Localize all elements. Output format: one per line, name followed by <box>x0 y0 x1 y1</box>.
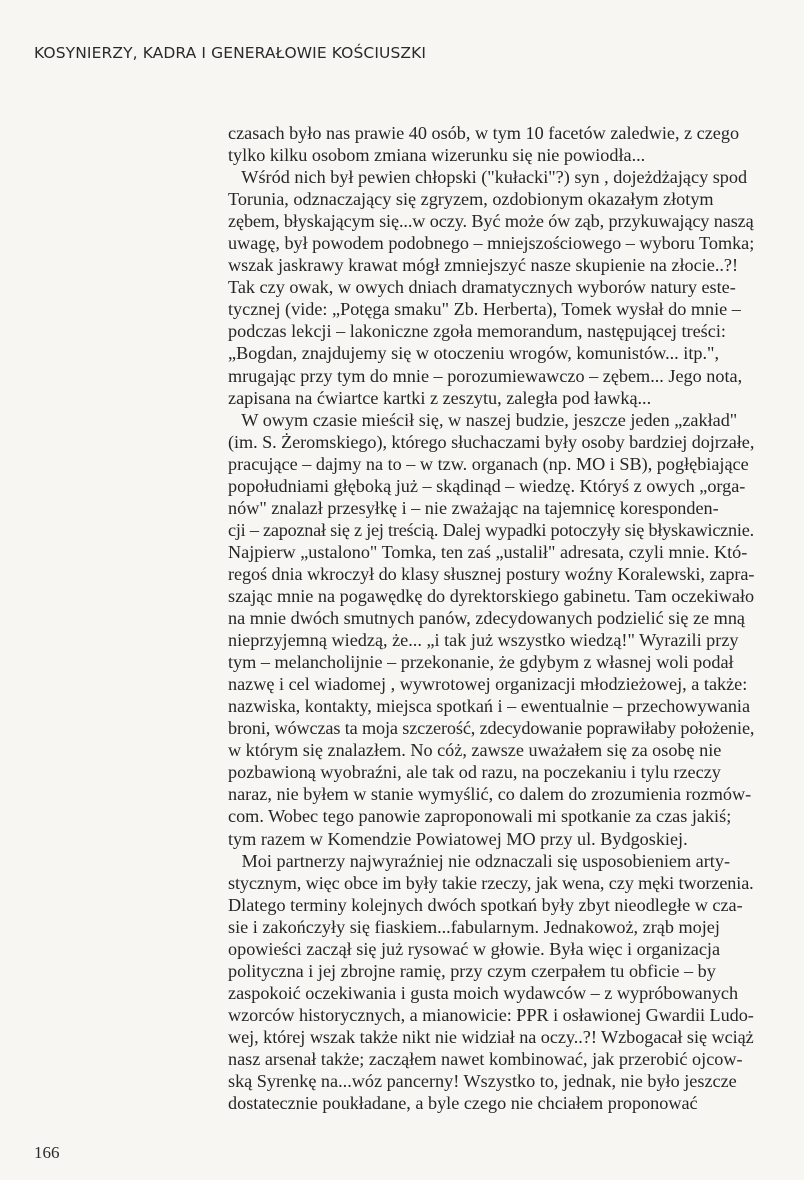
text-line: tycznej (vide: „Potęga smaku" Zb. Herberta), Tomek wysłał do mnie – <box>228 299 741 320</box>
text-line: com. Wobec tego panowie zaproponowali mi spotkanie za czas jakiś; <box>228 806 732 827</box>
text-line: nasz arsenał także; zacząłem nawet kombinować, jak przerobić ojcow- <box>228 1048 743 1069</box>
text-line: tylko kilku osobom zmiana wizerunku się nie powiodła... <box>228 145 646 166</box>
text-line: Moi partnerzy najwyraźniej nie odznaczali się usposobieniem arty- <box>228 850 730 871</box>
text-line: naraz, nie byłem w stanie wymyślić, co dalem do zrozumienia rozmów- <box>228 784 752 805</box>
text-line: polityczna i jej zbrojne ramię, przy czym czerpałem tu obficie – by <box>228 960 716 981</box>
body-text <box>228 122 754 1114</box>
text-line: nazwę i cel wiadomej , wywrotowej organizacji młodzieżowej, a także: <box>228 674 748 695</box>
text-line: W owym czasie mieścił się, w naszej budzie, jeszcze jeden „zakład" <box>228 409 738 430</box>
text-line: szając mnie na pogawędkę do dyrektorskiego gabinetu. Tam oczekiwało <box>228 585 755 606</box>
text-line: nazwiska, kontakty, miejsca spotkań i – ewentualnie – przechowywania <box>228 696 751 717</box>
text-line: zapisana na ćwiartce kartki z zeszytu, zaległa pod ławką... <box>228 387 652 408</box>
text-line: ską Syrenkę na...wóz pancerny! Wszystko to, jednak, nie było jeszcze <box>228 1071 737 1092</box>
text-line: podczas lekcji – lakoniczne zgoła memorandum, następującej treści: <box>228 321 726 342</box>
text-line: wszak jaskrawy krawat mógł zmniejszyć nasze skupienie na złocie..?! <box>228 255 739 276</box>
page-number: 166 <box>34 1143 60 1162</box>
text-line: opowieści zaczął się już rysować w głowie. Była więc i organizacja <box>228 938 721 959</box>
text-line: regoś dnia wkroczył do klasy słusznej postury woźny Koralewski, zapra- <box>228 563 755 584</box>
text-line: mrugając przy tym do mnie – porozumiewawczo – zębem... Jego nota, <box>228 365 743 386</box>
text-line: pracujące – dajmy na to – w tzw. organach (np. MO i SB), pogłębiające <box>228 453 749 474</box>
text-line: wzorców historycznych, a mianowicie: PPR i osławionej Gwardii Ludo- <box>228 1004 754 1025</box>
text-line: Wśród nich był pewien chłopski ("kułacki"?) syn , dojeżdżający spod <box>228 167 748 188</box>
text-line: dostatecznie poukładane, a byle czego nie chciałem proponować <box>228 1093 698 1114</box>
text-line: tym – melancholijnie – przekonanie, że gdybym z własnej woli podał <box>228 652 734 673</box>
text-line: Torunia, odznaczający się zgryzem, ozdobionym okazałym złotym <box>228 189 714 210</box>
text-line: zaspokoić oczekiwania i gusta moich wydawców – z wypróbowanych <box>228 982 739 1003</box>
running-header: KOSYNIERZY, KADRA I GENERAŁOWIE KOŚCIUSZKI <box>34 44 427 62</box>
text-line: wej, której wszak także nikt nie widział na oczy..?! Wzbogacał się wciąż <box>228 1026 754 1047</box>
text-line: zębem, błyskającym się...w oczy. Być może ów ząb, przykuwający naszą <box>228 211 754 232</box>
text-line: (im. S. Żeromskiego), którego słuchaczami były osoby bardziej dojrzałe, <box>228 431 755 452</box>
text-line: w którym się znalazłem. No cóż, zawsze uważałem się za osobę nie <box>228 740 722 761</box>
text-line: stycznym, więc obce im były takie rzeczy, jak wena, czy męki tworzenia. <box>228 872 754 893</box>
text-line: cji – zapoznał się z jej treścią. Dalej wypadki potoczyły się błyskawicznie. <box>228 519 754 540</box>
text-line: broni, wówczas ta moja szczerość, zdecydowanie poprawiłaby położenie, <box>228 718 755 739</box>
text-line: sie i zakończyły się fiaskiem...fabularnym. Jednakowoż, zrąb mojej <box>228 916 720 937</box>
text-line: popołudniami głęboką już – skądinąd – wiedzę. Któryś z owych „orga- <box>228 475 746 496</box>
text-line: uwagę, był powodem podobnego – mniejszościowego – wyboru Tomka; <box>228 233 755 254</box>
text-line: „Bogdan, znajdujemy się w otoczeniu wrogów, komunistów... itp.", <box>228 343 719 364</box>
text-line: na mnie dwóch smutnych panów, zdecydowanych podzielić się ze mną <box>228 608 745 629</box>
text-line: pozbawioną wyobraźni, ale tak od razu, na poczekaniu i tylu rzeczy <box>228 762 721 783</box>
text-line: czasach było nas prawie 40 osób, w tym 10 facetów zaledwie, z czego <box>228 123 740 143</box>
text-line: Najpierw „ustalono" Tomka, ten zaś „ustalił" adresata, czyli mnie. Któ- <box>228 541 748 562</box>
text-line: Tak czy owak, w owych dniach dramatycznych wyborów natury este- <box>228 277 736 298</box>
text-line: nów" znalazł przesyłkę i – nie zważając na tajemnicę koresponden- <box>228 497 719 518</box>
text-line: tym razem w Komendzie Powiatowej MO przy ul. Bydgoskiej. <box>228 828 688 849</box>
text-line: Dlatego terminy kolejnych dwóch spotkań były zbyt nieodległe w cza- <box>228 894 743 915</box>
text-line: nieprzyjemną wiedzą, że... „i tak już wszystko wiedzą!" Wyrazili przy <box>228 630 739 651</box>
